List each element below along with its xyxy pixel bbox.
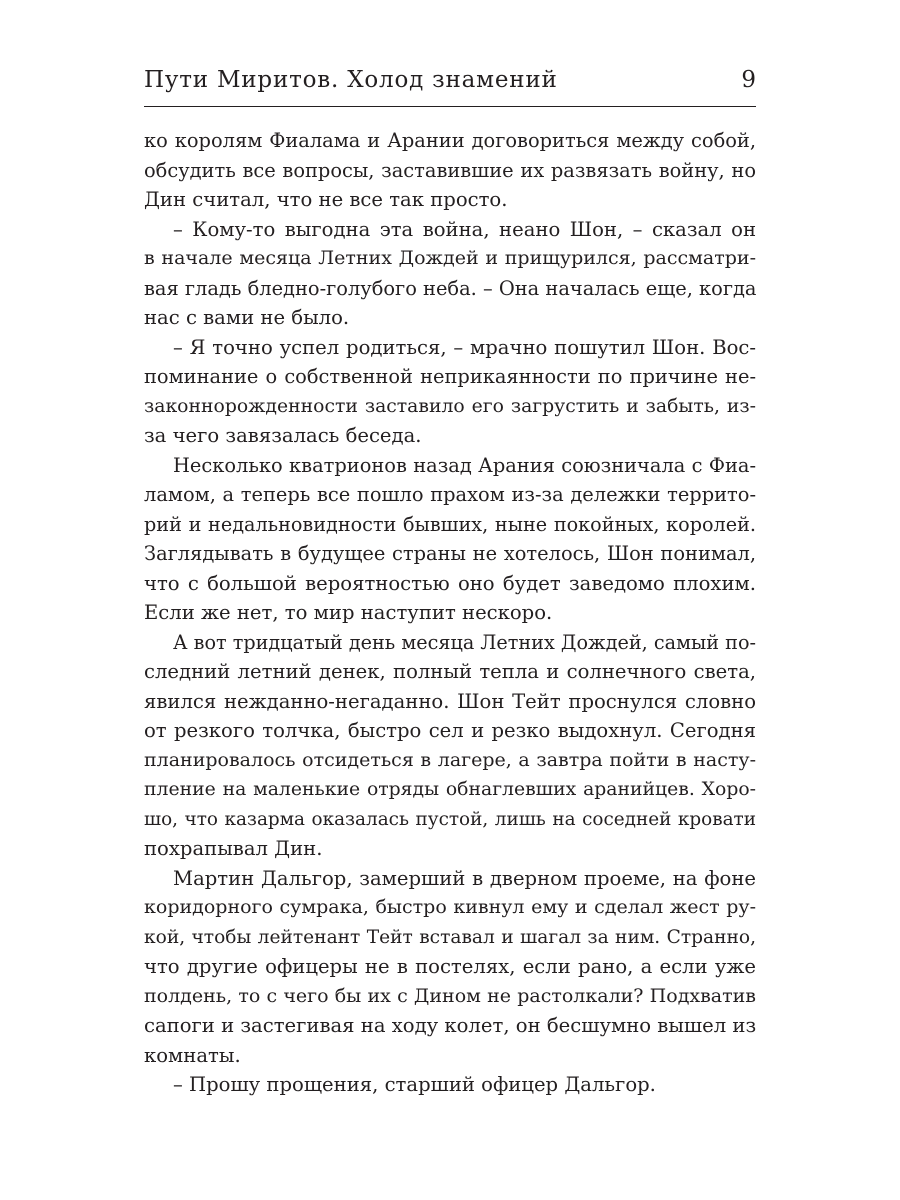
text-line: пление на маленькие отряды обнаглевших аранийцев. Хоро- [144, 779, 756, 800]
text-line: ко королям Фиалама и Арании договориться между собой, [144, 129, 756, 152]
text-line: кой, чтобы лейтенант Тейт вставал и шагал за ним. Странно, [144, 926, 756, 948]
header-rule [144, 106, 756, 107]
text-line: от резкого толчка, быстро сел и резко выдохнул. Сегодня [144, 719, 756, 742]
text-line: Дин считал, что не все так просто. [144, 188, 508, 211]
text-line: что с большой вероятностью оно будет заведомо плохим. [144, 571, 756, 595]
text-line: – Я точно успел родиться, – мрачно пошутил Шон. Вос- [173, 335, 756, 359]
text-line: законнорожденности заставило его загрустить и забыть, из- [144, 395, 756, 417]
text-line: планировалось отсидеться в лагере, а завтра пойти в насту- [144, 748, 756, 771]
running-header [144, 60, 756, 100]
text-line: похрапывал Дин. [144, 837, 323, 860]
text-line: Несколько кватрионов назад Арания союзничала с Фиа- [173, 453, 756, 477]
text-line: вая гладь бледно-голубого неба. – Она началась еще, когда [144, 276, 757, 300]
text-line: Если же нет, то мир наступит нескоро. [144, 601, 553, 624]
text-line: Мартин Дальгор, замерший в дверном проеме, на фоне [173, 866, 756, 890]
text-line: – Прошу прощения, старший офицер Дальгор. [173, 1073, 656, 1096]
text-line: комнаты. [144, 1043, 241, 1067]
text-line: за чего завязалась беседа. [144, 424, 422, 447]
page-number: 9 [741, 67, 756, 93]
text-line: следний летний денек, полный тепла и солнечного света, [144, 660, 756, 683]
text-line: – Кому-то выгодна эта война, неано Шон, – сказал он [173, 217, 756, 241]
text-line: обсудить все вопросы, заставившие их развязать войну, но [144, 158, 756, 182]
text-line: рий и недальновидности бывших, ныне покойных, королей. [144, 512, 756, 536]
text-line: что другие офицеры не в постелях, если рано, а если уже [144, 955, 756, 978]
text-line: в начале месяца Летних Дождей и прищурился, рассматри- [144, 247, 756, 269]
text-line: ламом, а теперь все пошло прахом из-за дележки террито- [144, 483, 756, 506]
text-line: явился нежданно-негаданно. Шон Тейт проснулся словно [144, 689, 756, 713]
text-line: поминание о собственной неприкаянности по причине не- [144, 365, 756, 388]
text-line: коридорного сумрака, быстро кивнул ему и сделал жест ру- [144, 896, 756, 918]
text-line: полдень, то с чего бы их с Дином не растолкали? Подхватив [144, 984, 756, 1007]
text-line: Заглядывать в будущее страны не хотелось, Шон понимал, [144, 542, 756, 565]
text-line: сапоги и застегивая на ходу колет, он бесшумно вышел из [144, 1014, 757, 1037]
body-text [144, 126, 756, 1100]
running-title: Пути Миритов. Холод знамений [144, 67, 558, 93]
text-line: шо, что казарма оказалась пустой, лишь на соседней кровати [144, 808, 756, 830]
text-line: А вот тридцатый день месяца Летних Дождей, самый по- [173, 630, 756, 654]
text-line: нас с вами не было. [144, 306, 350, 329]
